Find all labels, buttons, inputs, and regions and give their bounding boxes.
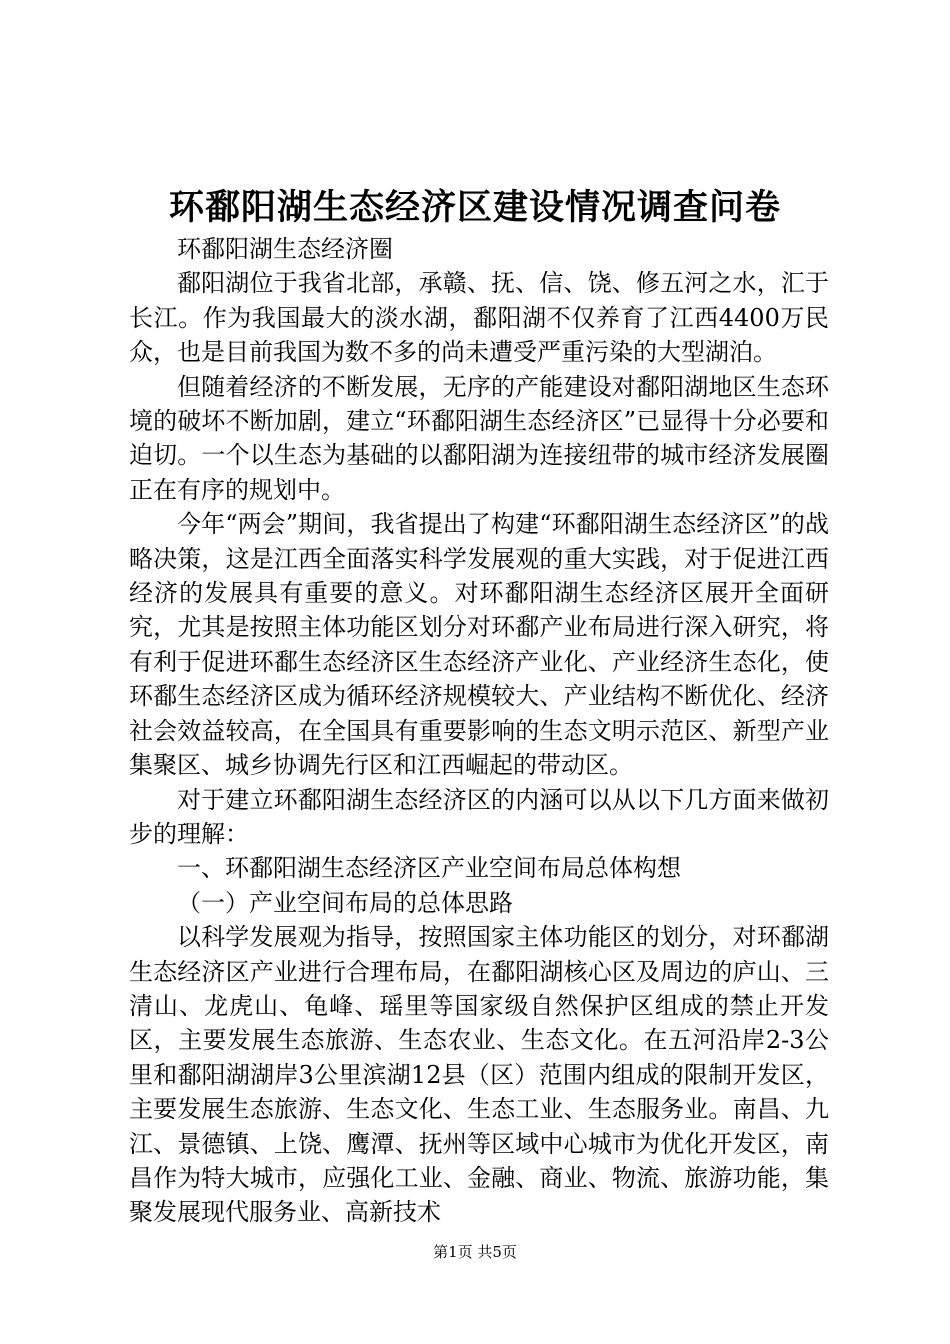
document-title: 环鄱阳湖生态经济区建设情况调查问卷 <box>168 187 781 228</box>
document-body <box>129 232 829 1230</box>
paragraph: 今年“两会”期间，我省提出了构建“环鄱阳湖生态经济区”的战略决策，这是江西全面落实科学发展观的重大实践，对于促进江西经济的发展具有重要的意义。对环鄱阳湖生态经济区展开全面研究，尤其是按照主体功能区划分对环鄱产业布局进行深入研究，将有利于促进环鄱生态经济区生态经济产业化、产业经济生态化，使环鄱生态经济区成为循环经济规模较大、产业结构不断优化、经济社会效益较高，在全国具有重要影响的生态文明示范区、新型产业集聚区、城乡协调先行区和江西崛起的带动区。 <box>129 510 829 780</box>
page-footer: 第1页 共5页 <box>433 1243 517 1261</box>
paragraph: 对于建立环鄱阳湖生态经济区的内涵可以从以下几方面来做初步的理解： <box>129 785 829 848</box>
paragraph: 但随着经济的不断发展，无序的产能建设对鄱阳湖地区生态环境的破坏不断加剧，建立“环鄱阳湖生态经济区”已显得十分必要和迫切。一个以生态为基础的以鄱阳湖为连接纽带的城市经济发展圈正在有序的规划中。 <box>129 372 829 504</box>
paragraph-subtitle: 环鄱阳湖生态经济圈 <box>177 235 393 263</box>
paragraph: 鄱阳湖位于我省北部，承赣、抚、信、饶、修五河之水，汇于长江。作为我国最大的淡水湖，鄱阳湖不仅养育了江西4400万民众，也是目前我国为数不多的尚未遭受严重污染的大型湖泊。 <box>129 269 829 367</box>
section-heading: 一、环鄱阳湖生态经济区产业空间布局总体构想 <box>177 854 681 883</box>
paragraph: 以科学发展观为指导，按照国家主体功能区的划分，对环鄱湖生态经济区产业进行合理布局，在鄱阳湖核心区及周边的庐山、三清山、龙虎山、龟峰、瑶里等国家级自然保护区组成的禁止开发区，主要发展生态旅游、生态农业、生态文化。在五河沿岸2-3公里和鄱阳湖湖岸3公里滨湖12县（区）范围内组成的限制开发区，主要发展生态旅游、生态文化、生态工业、生态服务业。南昌、九江、景德镇、上饶、鹰潭、抚州等区域中心城市为优化开发区，南昌作为特大城市，应强化工业、金融、商业、物流、旅游功能，集聚发展现代服务业、高新技术 <box>129 923 829 1227</box>
subsection-heading: （一）产业空间布局的总体思路 <box>177 888 513 917</box>
